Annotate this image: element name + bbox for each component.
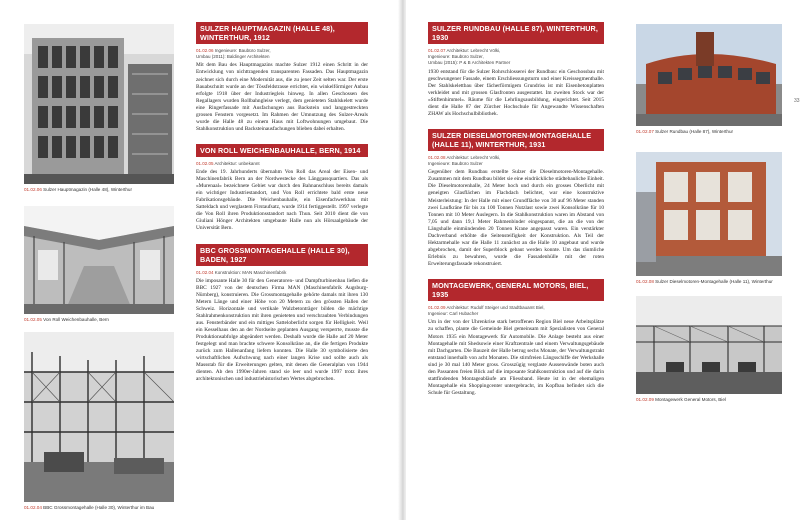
section-meta: 01.02.09 Architektur: Rudolf Steiger und Stadtbauamt Biel, Ingenieur: Carl Hubacher xyxy=(428,305,545,317)
section-sulzer-rundbau xyxy=(428,22,604,118)
right-text-column xyxy=(428,22,604,397)
section-body: Gegenüber dem Rundbau erstellte Sulzer die Dieselmotoren-Montagehalle. Zusammen mit dem Rundbau bildet sie eine eindrückliche städtebauliche Einheit. Die Dieselmotorenhalle, 24 Meter hoch und durch ein grosses Oberlicht mit geneigten Glasflächen im Flachdach belichtet, war eine konstruktive Meisterleistung: In der Halle mit einer Grundfläche von 30 auf 96 Meter standen zwei Laufkräne für bis zu 100 Tonnen Nutzlast sowie zwei Konsolkräne für 10 Tonnen mit 10 Meter Auslegern. In die Stahlkonstruktion waren im Abstand von 7,05 und dann 19,1 Meter Rahmenbinder eingespannt, die an die von der Längshalle einmündenden 20 Tonnen Krane angepasst waren. Ein verstärkter Dachverband erhöhte die Seitensteifigkeit der Konstruktion. Als Teil der Hektarmehalle war die Halle 11 zunächst an die Halle 10 angebaut und wurde abgebrochen, damit der Superblock gebaut werden konnte. Um das räumliche Erlebnis zu bewahren, wurde die Fassadenhülle mit der roten Erweiterungsfassade rekonstruiert. xyxy=(428,169,604,267)
left-text-column xyxy=(196,22,368,383)
section-bbc xyxy=(196,244,368,384)
section-title: SULZER HAUPTMAGAZIN (HALLE 48), WINTERTHUR, 1912 xyxy=(196,22,368,44)
section-meta: 01.02.05 Architektur: unbekannt xyxy=(196,160,260,166)
caption-photo-1: 01.02.06 Sulzer Hauptmagazin (Halle 48), Winterthur xyxy=(24,187,133,192)
section-body: Ende des 19. Jahrhunderts übernahm Von Roll das Areal der Eisen- und Maschinenfabrik Bern an der Nordwestecke des Länggassquartiers. Das als «Murenaal» bezeichnete Gebiet war durch den Bahnanschluss bereits damals ein wichtiger Industriestandort, und Von Roll errichtete bald erste neue Fabrikationsgebäude. Die Weichenbauhalle, ein Eisenfachwerkbau mit Satteldach und verglastem Firstaufsatz, wurde 1914 fertiggestellt. 1997 verlegte die Von Roll ihren Produktionsstandort nach Thun. Seit 2010 dient die von Giuliani Hönger Architekten umgebaute Halle nun als Hörsaalgebäude der Universität Bern. xyxy=(196,169,368,232)
section-title: MONTAGEWERK, GENERAL MOTORS, BIEL, 1935 xyxy=(428,279,604,301)
section-title: VON ROLL WEICHENBAUHALLE, BERN, 1914 xyxy=(196,144,368,157)
section-meta: 01.02.06 Ingenieure: Baubüro Sulzer, Umbau (2011): Baldinger Architekten xyxy=(196,48,271,60)
section-body: 1930 entstand für die Sulzer Rohrschlosserei der Rundbau: ein Geschossbau mit geschwungener Fassade, einem Erschliessungsturm und einer Kreissegmenthalle. Der Stahlskelettbau über fächerförmigem Grundriss ist mit Eisenbetonplatten verkleidet und mit grossen Glasfronten ausgestattet. Im zweiten Stock war der «Stiftenhimmel». Räume für die Lehrlingsausbildung, eingerichtet. Seit 2015 dient die Halle 87 der Zürcher Hochschule für Angewandte Wissenschaften ZHAW als Hochschulbibliothek. xyxy=(428,68,604,117)
section-title: SULZER DIESELMOTOREN-MONTAGEHALLE (HALLE 11), WINTERTHUR, 1931 xyxy=(428,129,604,151)
left-page xyxy=(0,0,400,520)
section-title: BBC GROSSMONTAGEHALLE (HALLE 30), BADEN, 1927 xyxy=(196,244,368,266)
caption-photo-4: 01.02.07 Sulzer Rundbau (Halle 87), Winterthur xyxy=(636,129,734,134)
caption-photo-6: 01.02.09 Montagewerk General Motors, Biel xyxy=(636,397,726,402)
section-title: SULZER RUNDBAU (HALLE 87), WINTERTHUR, 1930 xyxy=(428,22,604,44)
section-dieselmotoren xyxy=(428,129,604,268)
photo-bbc-grossmontagehalle xyxy=(24,332,174,502)
section-body: Um in der von der Uhrenkrise stark betroffenen Region Biel neue Arbeitsplätze zu schaffen, plante die Gemeinde Biel gemeinsam mit Spezialisten von General Motors 1935 ein Montagewerk für Automobile. Die Anlage besteht aus einer Montagehalle mit Shedsowie einer Kraftzentrale und einem Verwaltungsgebäude mit Dachgarten. Die Bauzeit der Halle betrug sechs Monate, der Verwaltungstrakt entstand innerhalb von acht Monaten. Die stirnfreien Längsschiffe der Werkshalle sind je 30 mal 140 Meter gross. Grosszügig verglaste Aussenwände boten auch den Passanten freien Blick auf die imposante Stahlkonstruktion und auf die darin stattfindenden Montageabläufe am Fliessband. Heute ist in der ehemaligen Montagehalle ein Shoppingcenter untergebracht, im Kopfbau befindet sich die Schule für Gestaltung. xyxy=(428,319,604,396)
section-meta: 01.02.04 Konstruktion: MAN Maschinenfabrik xyxy=(196,269,287,275)
section-sulzer-hauptmagazin xyxy=(196,22,368,133)
caption-photo-5: 01.02.08 Sulzer Dieselmotoren-Montagehalle (Halle 11), Winterthur xyxy=(636,279,773,284)
section-body: Mit dem Bau des Hauptmagazins machte Sulzer 1912 einen Schritt in der Entwicklung von nichttragenden transparenten Fassaden. Das Hauptmagazin zeichnet sich durch eine Modernität aus, die zu jener Zeit selten war. Der erste Bauabschnitt wurde an der Tössfeldstrasse errichtet, ein winkelförmiger Anbau erfolgte 1918 über der Industriegleis hinweg. In allen Geschossen des Regallagers wurden Rollbahngleise verlegt, dem genieteten Stahlskelett wurde eine Ringerfassade mit Ausfachungen aus Backstein und langgestreckten grossen Fenstern vorgesetzt. Im Rahmen der Umnutzung des Sulzer-Areals wurde die Halle 48 zu einem Haus mit Loftwohnungen umgebaut. Die Stahlkonstruktion und Backsteinausfachungen blieben dabei erhalten. xyxy=(196,62,368,132)
photo-sulzer-dieselmotoren xyxy=(636,152,782,276)
page-number: 33 xyxy=(794,98,800,104)
photo-sulzer-hauptmagazin xyxy=(24,24,174,184)
section-general-motors xyxy=(428,279,604,397)
section-body: Die imposante Halle 30 für den Generatoren- und Dampfturbinenbau ließen die BBC 1927 von der deutschen Firma MAN (Maschinenfabrik Augsburg-Nürnberg), konstruieren. Die Grossmontagehalle gehörte damals mit ihren 130 Metern Länge und einer Höhe von 20 Metern zu den grössten Hallen der Schweiz. Horizontale und vertikale Walzbetonträger bilden die mächtige Stahlrahmenkonstruktion mit ihren genieteten und verschraubten Verbindungen aus. Fensterbänder und ein mittiges Satteloberlicht sorgen für Helligkeit. Weil ein Kesselhaus den an der Nordseite geplanten Ausgang versperrte, musste die Produktionsabfolge abgeändert werden. Deshalb wurde die Halle auf 20 Meter festgelegt und man brachte schwere Konsolkräne an, die die fertigen Produkte zurück zum Hallenanfang liefern konnten. Die Halle 30 symbolisierte den wirtschaftlichen Aufschwung nach einer langen Krise und sollte auch als Massstab für die Erweiterungen gelten, mit denen die Generalplan von 1944 dienten. Ab den 1990er-Jahren stand sie leer und wurde 1997 trotz ihres architektonischen und industriehistorischen Wertes abgebrochen. xyxy=(196,277,368,383)
caption-photo-3: 01.02.04 BBC Grossmontagehalle (Halle 30), Winterthur im Bau xyxy=(24,505,155,510)
photo-general-motors xyxy=(636,296,782,394)
section-meta: 01.02.08 Architektur: Lebrecht Völki, Ingenieure: Baubüro Sulzer xyxy=(428,154,501,167)
caption-photo-2: 01.02.05 Von Roll Weichenbauhalle, Bern xyxy=(24,317,109,322)
section-von-roll xyxy=(196,144,368,233)
photo-von-roll-weichenbauhalle xyxy=(24,206,174,314)
section-meta: 01.02.07 Architektur: Lebrecht Völki, Ingenieure: Baubüro Sulzer, Umbau (2015): P & B Architekten Partner xyxy=(428,48,511,66)
photo-sulzer-rundbau xyxy=(636,24,782,126)
right-page xyxy=(406,0,806,520)
